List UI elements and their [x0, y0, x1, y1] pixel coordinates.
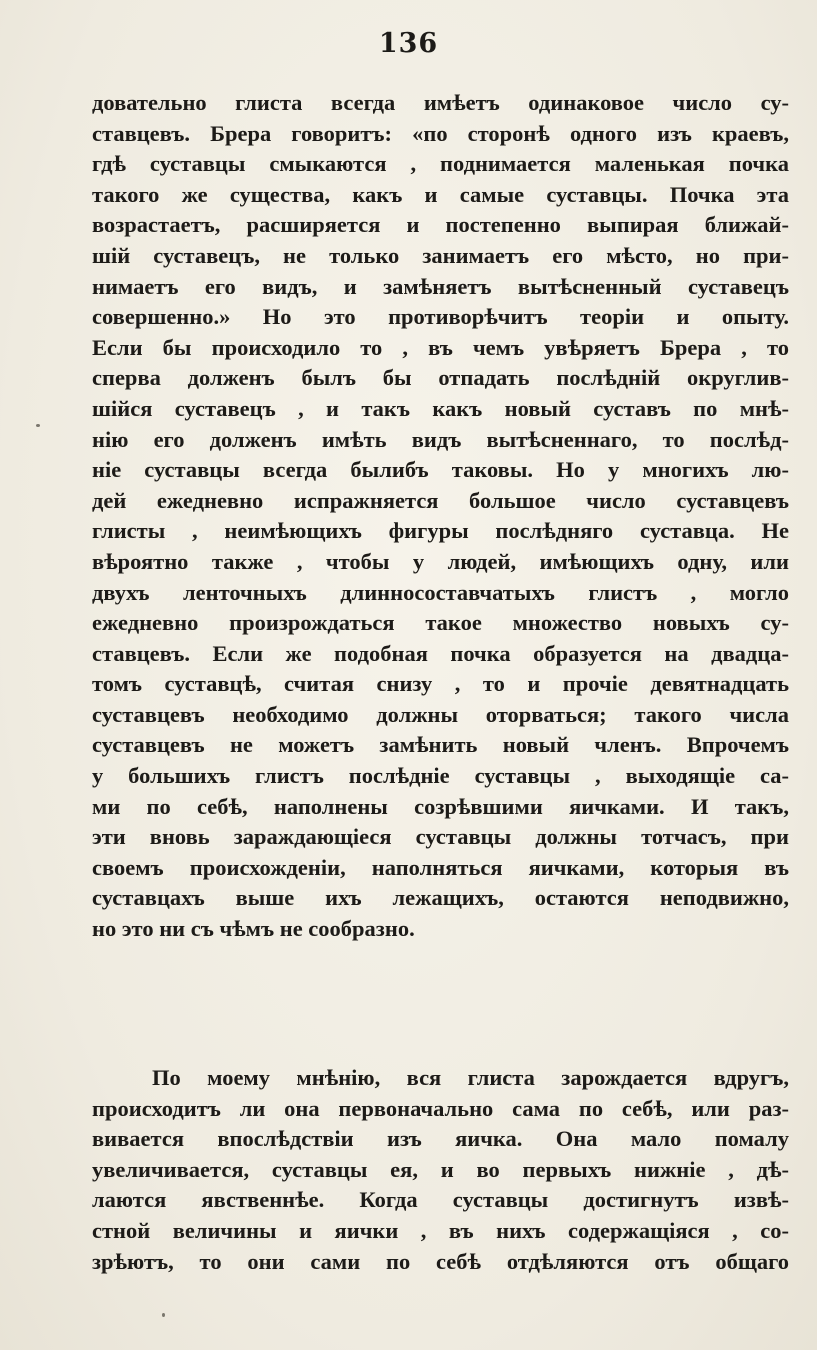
text-line: вѣроятно также , чтобы у людей, имѣющихъ одну, или [92, 548, 789, 574]
text-line: двухъ ленточныхъ длинносоставчатыхъ глистъ , могло [92, 579, 789, 605]
text-line: нію его долженъ имѣть видъ вытѣсненнаго, то послѣд- [92, 426, 789, 452]
text-line: томъ суставцѣ, считая снизу , то и прочіе девятнадцать [92, 671, 789, 697]
text-line: По моему мнѣнію, вся глиста зарождается вдругъ, [152, 1065, 789, 1090]
text-line: такого же существа, какъ и самые суставцы. Почка эта [92, 181, 789, 207]
text-line: довательно глиста всегда имѣетъ одинаковое число су- [92, 90, 789, 115]
text-line: Если бы происходило то , въ чемъ увѣряетъ Брера , то [92, 334, 789, 360]
page-number: 136 [378, 28, 439, 59]
text-line: нимаетъ его видъ, и замѣняетъ вытѣсненный суставецъ [92, 273, 789, 299]
text-line: суставцахъ выше ихъ лежащихъ, остаются неподвижно, [92, 885, 789, 911]
text-line: эти вновь зараждающіеся суставцы должны тотчасъ, при [92, 824, 789, 850]
text-line: возрастаетъ, расширяется и постепенно выпирая ближай- [92, 212, 789, 238]
text-line: шій суставецъ, не только занимаетъ его мѣсто, но при- [92, 242, 789, 268]
text-line: дей ежедневно испражняется большое число суставцевъ [92, 487, 789, 513]
text-line: происходитъ ли она первоначально сама по себѣ, или раз- [92, 1095, 789, 1121]
text-line: вивается впослѣдствіи изъ яичка. Она мало помалу [92, 1126, 789, 1152]
text-line: увеличивается, суставцы ея, и во первыхъ нижніе , дѣ- [92, 1156, 789, 1182]
paper-speck [36, 424, 40, 427]
text-line: лаются явственнѣе. Когда суставцы достигнутъ извѣ- [92, 1187, 789, 1213]
text-line: стной величины и яички , въ нихъ содержащіяся , со- [92, 1217, 789, 1243]
text-line: шійся суставецъ , и такъ какъ новый суставъ по мнѣ- [92, 395, 789, 421]
text-line: ставцевъ. Брера говоритъ: «по сторонѣ одного изъ краевъ, [92, 120, 789, 146]
text-line: своемъ происхожденіи, наполняться яичками, которыя въ [92, 854, 789, 880]
text-line: ставцевъ. Если же подобная почка образуется на двадца- [92, 640, 789, 666]
paragraph-1 [92, 88, 789, 945]
text-line: суставцевъ необходимо должны оторваться; такого числа [92, 701, 789, 727]
text-line: ежедневно произрождаться такое множество новыхъ су- [92, 610, 789, 636]
text-line: но это ни съ чѣмъ не сообразно. [92, 916, 415, 942]
text-line: ми по себѣ, наполнены созрѣвшими яичками. И такъ, [92, 793, 789, 819]
paper-speck [162, 1313, 165, 1317]
text-line: сперва долженъ былъ бы отпадать послѣдній округлив- [92, 365, 789, 391]
text-line: глисты , неимѣющихъ фигуры послѣдняго суставца. Не [92, 518, 789, 544]
text-line: у большихъ глистъ послѣдніе суставцы , выходящіе са- [92, 763, 789, 789]
text-line: гдѣ суставцы смыкаются , поднимается маленькая почка [92, 151, 789, 177]
paragraph-2 [92, 1063, 789, 1277]
text-line: ніе суставцы всегда былибъ таковы. Но у многихъ лю- [92, 457, 789, 483]
text-line: совершенно.» Но это противорѣчитъ теоріи и опыту. [92, 304, 789, 330]
text-line: зрѣютъ, то они сами по себѣ отдѣляются отъ общаго [92, 1248, 789, 1274]
text-line: суставцевъ не можетъ замѣнить новый членъ. Впрочемъ [92, 732, 789, 758]
